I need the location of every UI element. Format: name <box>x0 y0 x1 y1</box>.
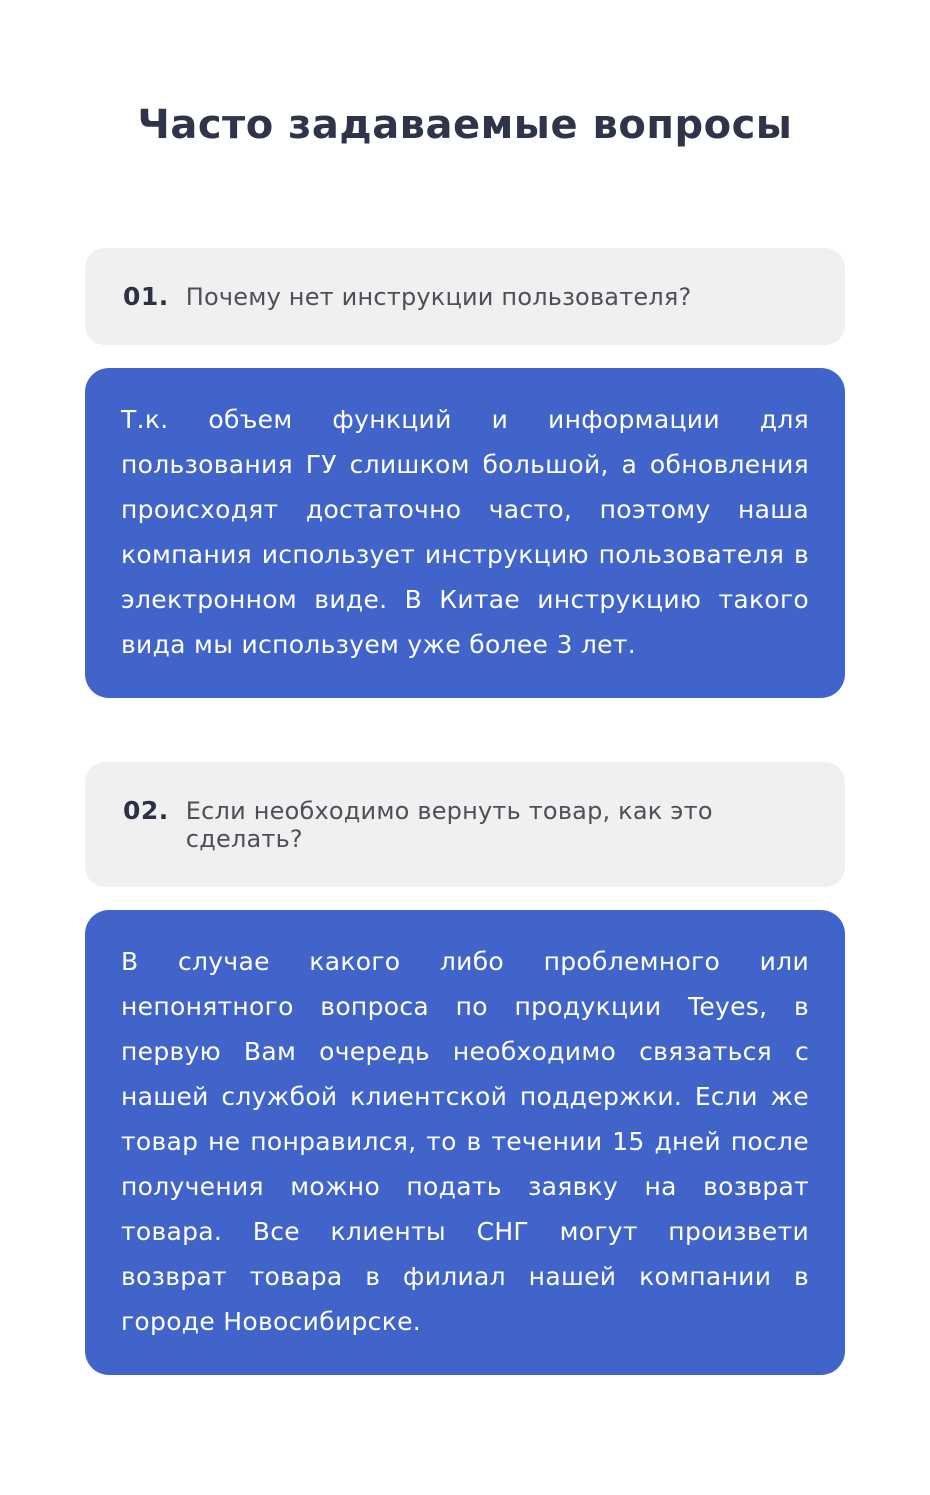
question-number: 02. <box>123 796 169 825</box>
faq-item-1 <box>85 248 845 698</box>
faq-question-card-1 <box>85 248 845 345</box>
question-text: Если необходимо вернуть товар, как это сделать? <box>185 797 713 853</box>
faq-question-card-2 <box>85 762 845 887</box>
question-text: Почему нет инструкции пользователя? <box>185 283 692 311</box>
question-number: 01. <box>123 282 169 311</box>
faq-answer-card-2 <box>85 910 845 1375</box>
answer-text: Т.к. объем функций и информации для пользования ГУ слишком большой, а обновления происходят достаточно часто, поэтому наша компания использует инструкцию пользователя в электронном виде. В Китае инструкцию такого вида мы используем уже более 3 лет. <box>121 405 809 659</box>
faq-answer-card-1 <box>85 368 845 698</box>
faq-item-2 <box>85 762 845 1375</box>
answer-text: В случае какого либо проблемного или непонятного вопроса по продукции Teyes, в первую Вам очередь необходимо связаться с нашей службой клиентской поддержки. Если же товар не понравился, то в течении 15 дней после получения можно подать заявку на возврат товара. Все клиенты СНГ могут произвети возврат товара в филиал нашей компании в городе Новосибирске. <box>121 947 809 1336</box>
page-title: Часто задаваемые вопросы <box>137 102 793 148</box>
